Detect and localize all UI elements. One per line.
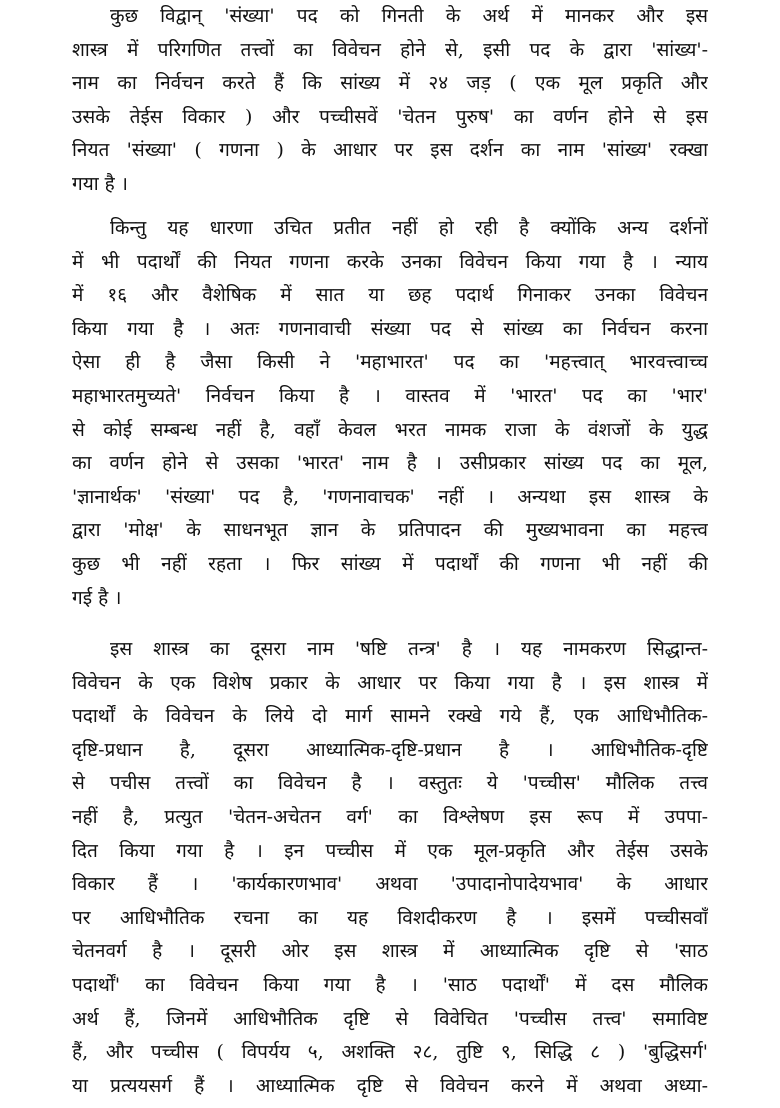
text-line: 'ज्ञानार्थक' 'संख्या' पद है, 'गणनावाचक' नहीं । अन्यथा इस शास्त्र के	[72, 485, 708, 508]
text-line: नियत 'संख्या' ( गणना ) के आधार पर इस दर्शन का नाम 'सांख्य' रक्खा	[72, 139, 708, 162]
text-line: नहीं है, प्रत्युत 'चेतन-अचेतन वर्ग' का विश्लेषण इस रूप में उपपा-	[72, 805, 708, 828]
text-line: ऐसा ही है जैसा किसी ने 'महाभारत' पद का 'महत्त्वात् भारवत्त्वाच्च	[72, 351, 708, 374]
text-line: से पचीस तत्त्वों का विवेचन है । वस्तुतः ये 'पच्चीस' मौलिक तत्त्व	[72, 772, 708, 795]
text-line: में १६ और वैशेषिक में सात या छह पदार्थ गिनाकर उनका विवेचन	[72, 284, 708, 307]
text-line: शास्त्र में परिगणित तत्त्वों का विवेचन होने से, इसी पद के द्वारा 'सांख्य'-	[72, 38, 708, 61]
text-line: विवेचन के एक विशेष प्रकार के आधार पर किया गया है । इस शास्त्र में	[72, 671, 708, 694]
text-line: महाभारतमुच्यते' निर्वचन किया है । वास्तव में 'भारत' पद का 'भार'	[72, 384, 708, 407]
text-line: पर आधिभौतिक रचना का यह विशदीकरण है । इसमें पच्चीसवाँ	[72, 906, 708, 929]
text-line: का वर्णन होने से उसका 'भारत' नाम है । उसीप्रकार सांख्य पद का मूल,	[72, 452, 708, 475]
text-line: इस शास्त्र का दूसरा नाम 'षष्टि तन्त्र' है । यह नामकरण सिद्धान्त-	[110, 638, 708, 660]
text-line: द्वारा 'मोक्ष' के साधनभूत ज्ञान के प्रतिपादन की मुख्यभावना का महत्त्व	[72, 519, 708, 542]
text-line: उसके तेईस विकार ) और पच्चीसवें 'चेतन पुरुष' का वर्णन होने से इस	[72, 105, 708, 128]
text-line: विकार हैं । 'कार्यकारणभाव' अथवा 'उपादानोपादेयभाव' के आधार	[72, 873, 708, 896]
text-line: गई है ।	[72, 586, 122, 609]
text-line: कुछ भी नहीं रहता । फिर सांख्य में पदार्थों की गणना भी नहीं की	[72, 552, 708, 575]
text-line: में भी पदार्थों की नियत गणना करके उनका विवेचन किया गया है । न्याय	[72, 250, 708, 273]
paragraph-shashti-tantra	[72, 633, 708, 1103]
paragraph-samkhya-counting-view	[72, 0, 708, 202]
paragraph-critique	[72, 212, 708, 615]
text-line: पदार्थों के विवेचन के लिये दो मार्ग सामने रक्खे गये हैं, एक आधिभौतिक-	[72, 705, 708, 728]
text-line: दित किया गया है । इन पच्चीस में एक मूल-प्रकृति और तेईस उसके	[72, 839, 708, 862]
text-line: दृष्टि-प्रधान है, दूसरा आध्यात्मिक-दृष्टि-प्रधान है । आधिभौतिक-दृष्टि	[72, 738, 708, 761]
text-line: गया है ।	[72, 172, 129, 195]
text-line: से कोई सम्बन्ध नहीं है, वहाँ केवल भरत नामक राजा के वंशजों के युद्ध	[72, 418, 708, 441]
text-line: चेतनवर्ग है । दूसरी ओर इस शास्त्र में आध्यात्मिक दृष्टि से 'साठ	[72, 940, 708, 963]
text-line: किया गया है । अतः गणनावाची संख्या पद से सांख्य का निर्वचन करना	[72, 317, 708, 340]
text-line: या प्रत्ययसर्ग हैं । आध्यात्मिक दृष्टि से विवेचन करने में अथवा अध्या-	[72, 1074, 708, 1097]
text-line: पदार्थों' का विवेचन किया गया है । 'साठ पदार्थों' में दस मौलिक	[72, 973, 708, 996]
text-line: नाम का निर्वचन करते हैं कि सांख्य में २४ जड़ ( एक मूल प्रकृति और	[72, 72, 708, 95]
text-line: कुछ विद्वान् 'संख्या' पद को गिनती के अर्थ में मानकर और इस	[110, 5, 708, 27]
text-line: किन्तु यह धारणा उचित प्रतीत नहीं हो रही है क्योंकि अन्य दर्शनों	[110, 217, 708, 239]
text-line: अर्थ हैं, जिनमें आधिभौतिक दृष्टि से विवेचित 'पच्चीस तत्त्व' समाविष्ट	[72, 1007, 708, 1030]
text-line: हैं, और पच्चीस ( विपर्यय ५, अशक्ति २८, तुष्टि ९, सिद्धि ८ ) 'बुद्धिसर्ग'	[72, 1041, 708, 1064]
